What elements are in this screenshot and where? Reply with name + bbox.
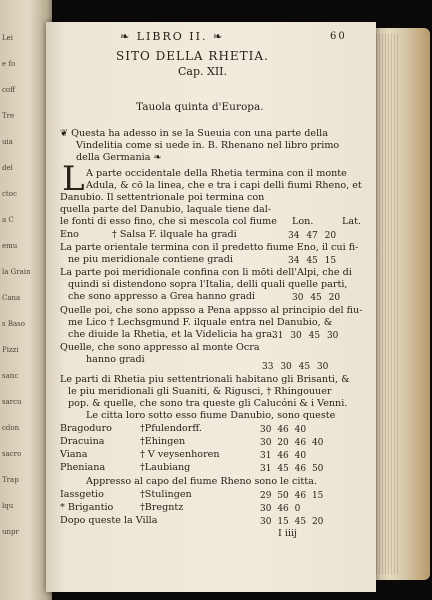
ancient-city: Pheniana: [60, 462, 106, 473]
coordinate-values: 31 30 45 30: [272, 331, 339, 341]
coordinate-values: 31 46 40: [260, 451, 307, 461]
text-line: † Salsa F. ilquale ha gradi: [112, 229, 237, 240]
modern-city: †Laubiang: [140, 462, 191, 473]
drop-cap: L: [62, 159, 85, 199]
text-line: Dopo queste la Villa: [60, 515, 158, 526]
text-line: Le citta loro sotto esso fiume Danubio, sono queste: [86, 410, 336, 421]
previous-page-text: del: [2, 164, 13, 172]
previous-page-text: a C: [2, 216, 14, 224]
text-line: Le parti di Rhetia piu settentrionali habitano gli Brisanti, &: [60, 374, 350, 385]
modern-city: †Stulingen: [140, 489, 192, 500]
coordinate-values: 30 46 40: [260, 425, 307, 435]
text-line: A parte occidentale della Rhetia termina con il monte: [86, 168, 347, 179]
text-line: Appresso al capo del fiume Rheno sono le citta.: [86, 476, 317, 487]
previous-page-text: Pizzi: [2, 346, 19, 354]
text-line: me Lico † Lechsgmund F. ilquale entra nel Danubio, &: [68, 317, 333, 328]
text-line: quella parte del Danubio, laquale tiene dal-: [60, 204, 272, 215]
book-page: [46, 22, 376, 592]
previous-page-text: ctoc: [2, 190, 17, 198]
previous-page-edge: [0, 0, 52, 600]
intro-line: della Germania ❧: [76, 152, 162, 163]
modern-city: †Bregntz: [140, 502, 184, 513]
modern-city: †Pfulendorff.: [140, 423, 202, 434]
text-line: Eno: [60, 229, 79, 240]
text-line: ne piu meridionale contiene gradi: [68, 254, 233, 265]
text-line: La parte orientale termina con il predetto fiume Eno, il cui fi-: [60, 242, 359, 253]
text-line: che diuide la Rhetia, et la Videlicia ha gra.: [68, 329, 276, 340]
ancient-city: Bragoduro: [60, 423, 112, 434]
previous-page-text: la Grain: [2, 268, 31, 276]
text-line: Quelle poi, che sono appsso a Pena appsso al principio del fiu-: [60, 305, 363, 316]
text-line: quindi si distendono sopra l'Italia, delli quali quelle parti,: [68, 279, 348, 290]
coordinate-values: 34 45 15: [288, 256, 337, 266]
text-line: le fonti di esso fino, che si mescola col fiume: [60, 216, 277, 227]
previous-page-text: sarcu: [2, 398, 22, 406]
text-line: che sono appresso a Grea hanno gradi: [68, 291, 256, 302]
text-line: hanno gradi: [86, 354, 145, 365]
previous-page-text: e fo: [2, 60, 16, 68]
map-subtitle: Tauola quinta d'Europa.: [136, 101, 264, 113]
previous-page-text: Trap: [2, 476, 19, 484]
ancient-city: Dracuina: [60, 436, 105, 447]
coordinate-values: 30 20 46 40: [260, 438, 324, 448]
previous-page-text: cdon: [2, 424, 20, 432]
intro-line: ❦ Questa ha adesso in se la Sueuia con una parte della: [60, 128, 328, 139]
text-line: La parte poi meridionale confina con li mōti dell'Alpi, che di: [60, 267, 352, 278]
previous-page-text: unpr: [2, 528, 19, 536]
text-line: le piu meridionali gli Suaniti, & Rigusci, † Rhingouuer: [68, 386, 332, 397]
intro-line: Vindelitia come si uede in. B. Rhenano nel libro primo: [76, 140, 340, 151]
page-edges: [376, 34, 398, 574]
text-line: Adula, & cō la linea, che e tra i capi delli fiumi Rheno, et: [86, 180, 362, 191]
book-number: LIBRO II.: [136, 30, 208, 43]
running-header: [120, 30, 224, 43]
book-fore-edge: [372, 28, 430, 580]
ancient-city: * Brigantio: [60, 502, 114, 513]
text-line: Quelle, che sono appresso al monte Ocra: [60, 342, 260, 353]
ancient-city: Viana: [60, 449, 88, 460]
previous-page-text: s Baso: [2, 320, 25, 328]
coordinate-values: 34 47 20: [288, 231, 337, 241]
signature-mark: I iiij: [278, 528, 298, 539]
coordinate-values: 30 46 0: [260, 504, 301, 514]
text-line: Danubio. Il settentrionale poi termina con: [60, 192, 265, 203]
ancient-city: Iassgetio: [60, 489, 104, 500]
modern-city: † V veysenhoren: [140, 449, 220, 460]
coordinate-values: 33 30 45 30: [262, 362, 329, 372]
modern-city: †Ehingen: [140, 436, 186, 447]
previous-page-text: Lei: [2, 34, 14, 42]
column-header-lat: Lat.: [342, 216, 361, 227]
previous-page-text: Tre: [2, 112, 15, 120]
page-title: SITO DELLA RHETIA.: [116, 49, 269, 63]
page-number: 60: [330, 31, 347, 42]
previous-page-text: coff: [2, 86, 16, 94]
previous-page-text: emu: [2, 242, 18, 250]
chapter-label: Cap. XII.: [178, 65, 228, 78]
previous-page-text: uia: [2, 138, 13, 146]
coordinate-values: 30 15 45 20: [260, 517, 324, 527]
previous-page-text: sanc: [2, 372, 19, 380]
previous-page-text: Cana: [2, 294, 21, 302]
fleuron-icon: ❧: [212, 30, 225, 43]
column-header-lon: Lon.: [292, 216, 314, 227]
text-line: pop. & quelle, che sono tra queste gli Calucóni & i Venni.: [68, 398, 348, 409]
previous-page-text: sacro: [2, 450, 22, 458]
coordinate-values: 29 50 46 15: [260, 491, 324, 501]
previous-page-text: lqu: [2, 502, 14, 510]
coordinate-values: 31 45 46 50: [260, 464, 324, 474]
coordinate-values: 30 45 20: [292, 293, 341, 303]
fleuron-icon: ❧: [120, 30, 132, 43]
